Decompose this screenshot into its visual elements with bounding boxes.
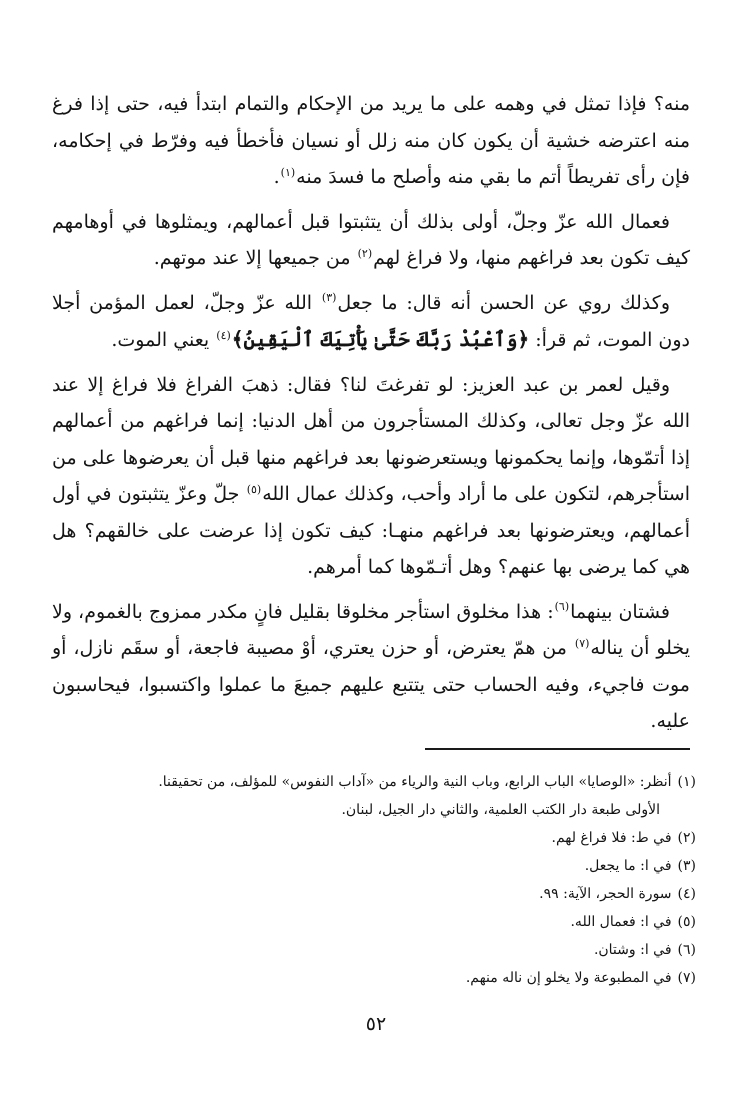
footnote-divider [425,748,690,750]
footnote-reference: (٤) [216,328,231,342]
footnotes-section [52,768,696,992]
paragraph-text: : هذا مخلوق استأجر مخلوقا بقليل فانٍ مكدر ممزوج بالغموم، ولا يخلو أن يناله [52,600,690,659]
footnote-item [52,824,696,852]
paragraph-text: وكذلك روي عن الحسن أنه قال: ما جعل [337,291,670,314]
paragraph-text: فشتان بينهما [570,600,670,623]
footnote-text: في المطبوعة ولا يخلو إن ناله منهم. [465,970,672,986]
footnote-text: في ا: وشتان. [593,942,672,958]
paragraph-text: فعمال الله عزّ وجلّ، أولى بذلك أن يتثبتوا قبل أعمالهم، ويمثلوها في أوهامهم كيف تكون بعد فراغهم منها، ولا فراغ لهم [52,210,690,269]
paragraph-text: جلّ وعزّ يتثبتون في أول أعمالهم، ويعترضونها بعد فراغهم منهـا: كيف تكون إذا عرضت على خالقهم؟ هل هي كما يرضى بها عنهم؟ وهل أتـمّوها كما أمرهم. [52,483,690,578]
footnote-reference: (٦) [554,600,570,614]
footnote-number: (٥) [677,914,696,930]
main-text [52,86,690,748]
paragraph-text: من همّ يعترض، أو حزن يعتري، أوْ مصيبة فاجعة، أو سقَم نازل، أو موت فاجيء، وفيه الحساب حتى يتتبع عليهم جميعَ ما عملوا واكتسبوا، فيحاسبون عليه. [52,637,690,732]
footnote-text: في ا: ما يجعل. [584,858,672,874]
footnote-number: (٣) [677,858,696,874]
footnote-item [52,936,696,964]
footnote-reference: (٣) [321,291,337,305]
paragraph [52,204,690,277]
paragraph [52,367,690,586]
footnote-item [52,852,696,880]
footnote-item [52,880,696,908]
footnote-reference: (٢) [357,246,373,260]
page-number: ٥٢ [365,1013,387,1035]
footnote-text: في ا: فعمال الله. [570,914,672,930]
quran-verse: ﴿وَٱعْبُدْ رَبَّكَ حَتَّىٰ يَأْتِيَكَ ٱلْيَقِينُ﴾ [231,327,530,351]
paragraph [52,285,690,359]
footnote-text: أنظر: «الوصايا» الباب الرابع، وباب النية والرياء من «آداب النفوس» للمؤلف، من تحقيقنا. [158,774,672,790]
footnote-reference: (٥) [246,482,262,496]
paragraph [52,594,690,740]
footnote-item [52,964,696,992]
footnote-item [52,768,696,796]
paragraph [52,86,690,196]
footnote-item [52,908,696,936]
paragraph-text: الله عزّ وجلّ، لعمل المؤمن أجلا دون الموت، ثم قرأ: [52,291,690,351]
footnote-text: في ط: فلا فراغ لهم. [551,830,672,846]
footnote-number: (٧) [677,970,696,986]
paragraph-text: منه؟ فإذا تمثل في وهمه على ما يريد من الإحكام والتمام ابتدأ فيه، حتى إذا فرغ منه اعترضه خشية أن يكون كان منه زلل أو نسيان فأخطأ فيه وفرّط في إحكامه، فإن رأى تفريطاً أتم ما بقي منه وأصلح ما فسدَ منه [52,93,690,188]
footnote-number: (١) [677,774,696,790]
footnote-reference: (٧) [574,636,590,650]
paragraph-text: وقيل لعمر بن عبد العزيز: لو تفرغتَ لنا؟ فقال: ذهبَ الفراغ فلا فراغ إلا عند الله عزّ وجل تعالى، وكذلك المستأجرون من أهل الدنيا: إنما فراغهم من أعمالهم إذا أتمّوها، وإنما يحكمونها ويستعرضونها بعد فراغهم منها قبل أن يعرضوها على من استأجرهم، لتكون على ما أراد وأحب، وكذلك عمال الله [52,373,691,505]
footnote-number: (٤) [677,886,696,902]
footnote-continuation: الأولى طبعة دار الكتب العلمية، والثاني دار الجيل، لبنان. [341,802,660,818]
paragraph-text: . [273,166,280,188]
footnote-number: (٦) [677,942,696,958]
footnote-text: سورة الحجر، الآية: ٩٩. [539,886,672,902]
footnote-number: (٢) [677,830,696,846]
paragraph-text: يعني الموت. [111,329,216,351]
footnote-reference: (١) [280,165,296,179]
paragraph-text: من جميعها إلا عند موتهم. [153,247,357,269]
